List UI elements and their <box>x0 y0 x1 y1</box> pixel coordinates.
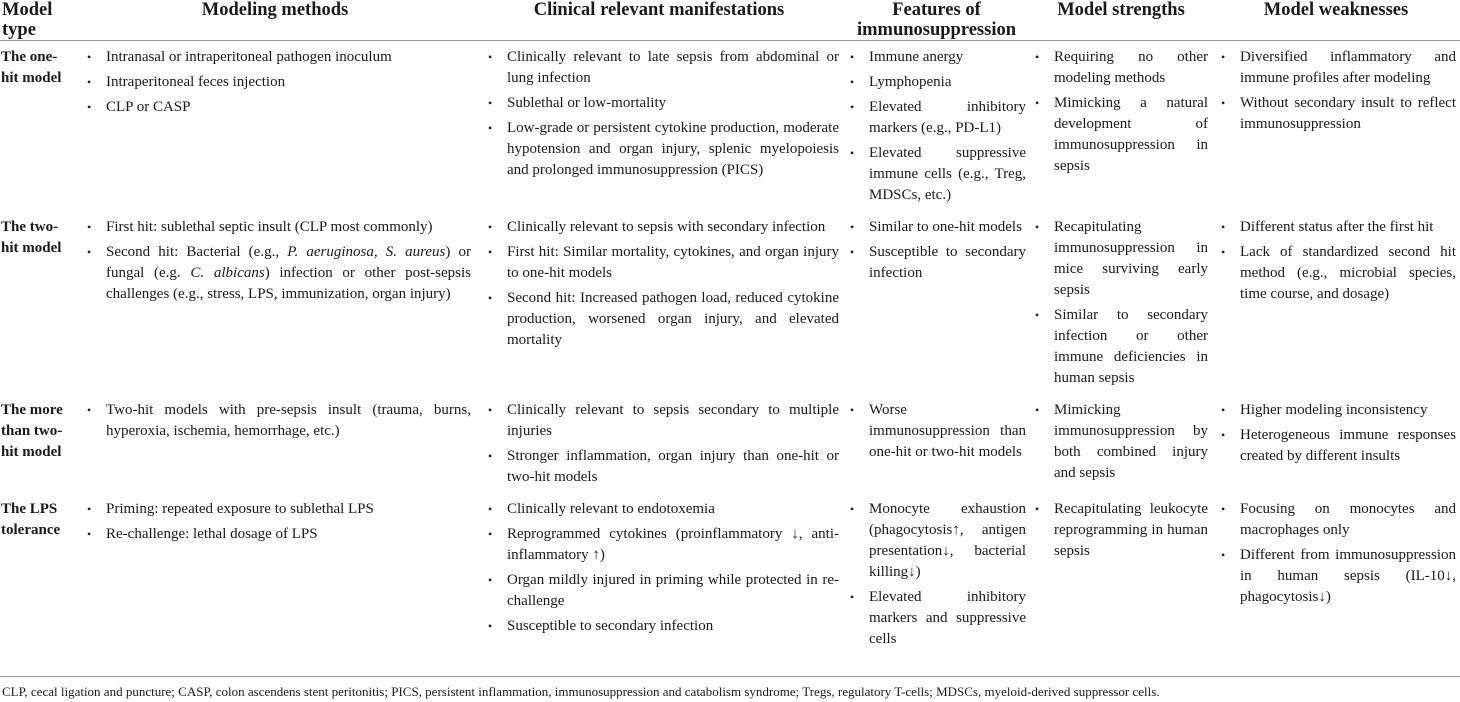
clinical-manifestations-cell <box>475 211 843 394</box>
model-weaknesses-cell <box>1212 211 1460 394</box>
bullet-list <box>479 217 839 351</box>
immunosuppression-features-cell <box>843 493 1030 655</box>
model-strengths-cell <box>1030 211 1212 394</box>
bullet-item: • Elevated suppressive immune cells (e.g., Treg, MDSCs, etc.) <box>869 143 1026 206</box>
model-weaknesses-cell <box>1212 493 1460 655</box>
bullet-list <box>479 499 839 637</box>
bullet-item: • Clinically relevant to sepsis with secondary infection <box>507 217 839 238</box>
header-clinical-manifestations: Clinical relevant manifestations <box>533 0 785 20</box>
table-row <box>0 394 1460 493</box>
immunosuppression-features-cell <box>843 41 1030 212</box>
bullet-list <box>79 217 471 305</box>
bullet-list <box>847 47 1026 206</box>
bullet-item: • Worse immunosuppression than one-hit or two-hit models <box>869 400 1026 463</box>
table-footnote: CLP, cecal ligation and puncture; CASP, colon ascendens stent peritonitis; PICS, persistent inflammation, immunosuppression and catabolism syndrome; Tregs, regulatory T-cells; MDSCs, myeloid-derived suppressor cells. <box>2 684 1160 699</box>
header-model-strengths: Model strengths <box>1057 0 1185 20</box>
table-body <box>0 41 1460 656</box>
modeling-methods-cell <box>75 41 475 212</box>
bullet-list <box>847 217 1026 284</box>
model-type-cell: The LPS tolerance <box>1 501 61 538</box>
bullet-item: • Organ mildly injured in priming while protected in re-challenge <box>507 570 839 612</box>
clinical-manifestations-cell <box>475 41 843 212</box>
header-row <box>0 0 1460 41</box>
model-weaknesses-cell <box>1212 41 1460 212</box>
bullet-list <box>479 47 839 181</box>
bullet-item: • Low-grade or persistent cytokine production, moderate hypotension and organ injury, splenic myelopoiesis and prolonged immunosuppression (PICS) <box>507 118 839 181</box>
bullet-item: • Similar to one-hit models <box>869 217 1026 238</box>
bullet-list <box>79 400 471 442</box>
bullet-list <box>79 499 471 545</box>
model-type-cell: The more than two-hit model <box>1 402 63 460</box>
immunosuppression-features-cell <box>843 211 1030 394</box>
bullet-item: • Lymphopenia <box>869 72 1026 93</box>
table-row <box>0 493 1460 655</box>
bullet-list <box>1034 47 1208 177</box>
bullet-item: • Second hit: Bacterial (e.g., P. aeruginosa, S. aureus) or fungal (e.g. C. albicans) infection or other post-sepsis challenges (e.g., stress, LPS, immunization, organ injury) <box>106 242 471 305</box>
modeling-methods-cell <box>75 211 475 394</box>
bullet-item: • Recapitulating immunosuppression in mice surviving early sepsis <box>1054 217 1208 301</box>
bullet-item: • Re-challenge: lethal dosage of LPS <box>106 524 471 545</box>
model-weaknesses-cell <box>1212 394 1460 493</box>
bullet-list <box>1216 400 1456 467</box>
bullet-item: • Second hit: Increased pathogen load, reduced cytokine production, worsened organ injury, and elevated mortality <box>507 288 839 351</box>
bullet-list <box>847 499 1026 650</box>
bullet-list <box>1034 499 1208 562</box>
bullet-list <box>1216 499 1456 608</box>
bullet-item: • Elevated inhibitory markers (e.g., PD-L1) <box>869 97 1026 139</box>
bullet-list <box>79 47 471 118</box>
bullet-item: • Mimicking immunosuppression by both combined injury and sepsis <box>1054 400 1208 484</box>
bullet-item: • Lack of standardized second hit method (e.g., microbial species, time course, and dosage) <box>1240 242 1456 305</box>
table-row <box>0 41 1460 212</box>
bullet-list <box>1034 217 1208 389</box>
bullet-item: • Susceptible to secondary infection <box>869 242 1026 284</box>
bullet-item: • First hit: sublethal septic insult (CLP most commonly) <box>106 217 471 238</box>
bullet-list <box>1216 47 1456 135</box>
header-immunosuppression-features: Features of immunosuppression <box>856 0 1017 40</box>
modeling-methods-cell <box>75 394 475 493</box>
clinical-manifestations-cell <box>475 394 843 493</box>
bullet-item: • Stronger inflammation, organ injury than one-hit or two-hit models <box>507 446 839 488</box>
bullet-list <box>847 400 1026 463</box>
bullet-item: • Different status after the first hit <box>1240 217 1456 238</box>
bullet-item: • Susceptible to secondary infection <box>507 616 839 637</box>
clinical-manifestations-cell <box>475 493 843 655</box>
bullet-item: • Similar to secondary infection or other immune deficiencies in human sepsis <box>1054 305 1208 389</box>
header-modeling-methods: Modeling methods <box>201 0 349 20</box>
bullet-item: • Clinically relevant to sepsis secondary to multiple injuries <box>507 400 839 442</box>
bullet-item: • Clinically relevant to late sepsis from abdominal or lung infection <box>507 47 839 89</box>
bullet-item: • Requiring no other modeling methods <box>1054 47 1208 89</box>
table-header <box>0 0 1460 41</box>
bullet-item: • Diversified inflammatory and immune profiles after modeling <box>1240 47 1456 89</box>
header-model-type: Model type <box>2 0 53 40</box>
bullet-item: • Mimicking a natural development of immunosuppression in sepsis <box>1054 93 1208 177</box>
bullet-item: • Recapitulating leukocyte reprogramming in human sepsis <box>1054 499 1208 562</box>
bullet-item: • Different from immunosuppression in human sepsis (IL-10↓, phagocytosis↓) <box>1240 545 1456 608</box>
bullet-list <box>1034 400 1208 484</box>
bullet-item: • Monocyte exhaustion (phagocytosis↑, antigen presentation↓, bacterial killing↓) <box>869 499 1026 583</box>
bullet-item: • Intraperitoneal feces injection <box>106 72 471 93</box>
bullet-item: • Elevated inhibitory markers and suppressive cells <box>869 587 1026 650</box>
bullet-item: • CLP or CASP <box>106 97 471 118</box>
bullet-item: • Clinically relevant to endotoxemia <box>507 499 839 520</box>
bullet-item: • Immune anergy <box>869 47 1026 68</box>
model-strengths-cell <box>1030 493 1212 655</box>
header-model-weaknesses: Model weaknesses <box>1263 0 1409 20</box>
table-bottom-rule <box>0 676 1460 677</box>
model-strengths-cell <box>1030 41 1212 212</box>
bullet-item: • Higher modeling inconsistency <box>1240 400 1456 421</box>
model-type-cell: The one-hit model <box>1 49 62 86</box>
bullet-item: • Intranasal or intraperitoneal pathogen inoculum <box>106 47 471 68</box>
table-row <box>0 211 1460 394</box>
bullet-item: • Sublethal or low-mortality <box>507 93 839 114</box>
bullet-item: • Heterogeneous immune responses created by different insults <box>1240 425 1456 467</box>
model-type-cell: The two-hit model <box>1 219 62 256</box>
bullet-list <box>1216 217 1456 305</box>
bullet-item: • Priming: repeated exposure to sublethal LPS <box>106 499 471 520</box>
bullet-item: • First hit: Similar mortality, cytokines, and organ injury to one-hit models <box>507 242 839 284</box>
model-strengths-cell <box>1030 394 1212 493</box>
bullet-item: • Reprogrammed cytokines (proinflammatory ↓, anti-inflammatory ↑) <box>507 524 839 566</box>
immunosuppression-features-cell <box>843 394 1030 493</box>
bullet-item: • Without secondary insult to reflect immunosuppression <box>1240 93 1456 135</box>
bullet-item: • Focusing on monocytes and macrophages only <box>1240 499 1456 541</box>
bullet-list <box>479 400 839 488</box>
bullet-item: • Two-hit models with pre-sepsis insult (trauma, burns, hyperoxia, ischemia, hemorrhage, etc.) <box>106 400 471 442</box>
modeling-methods-cell <box>75 493 475 655</box>
